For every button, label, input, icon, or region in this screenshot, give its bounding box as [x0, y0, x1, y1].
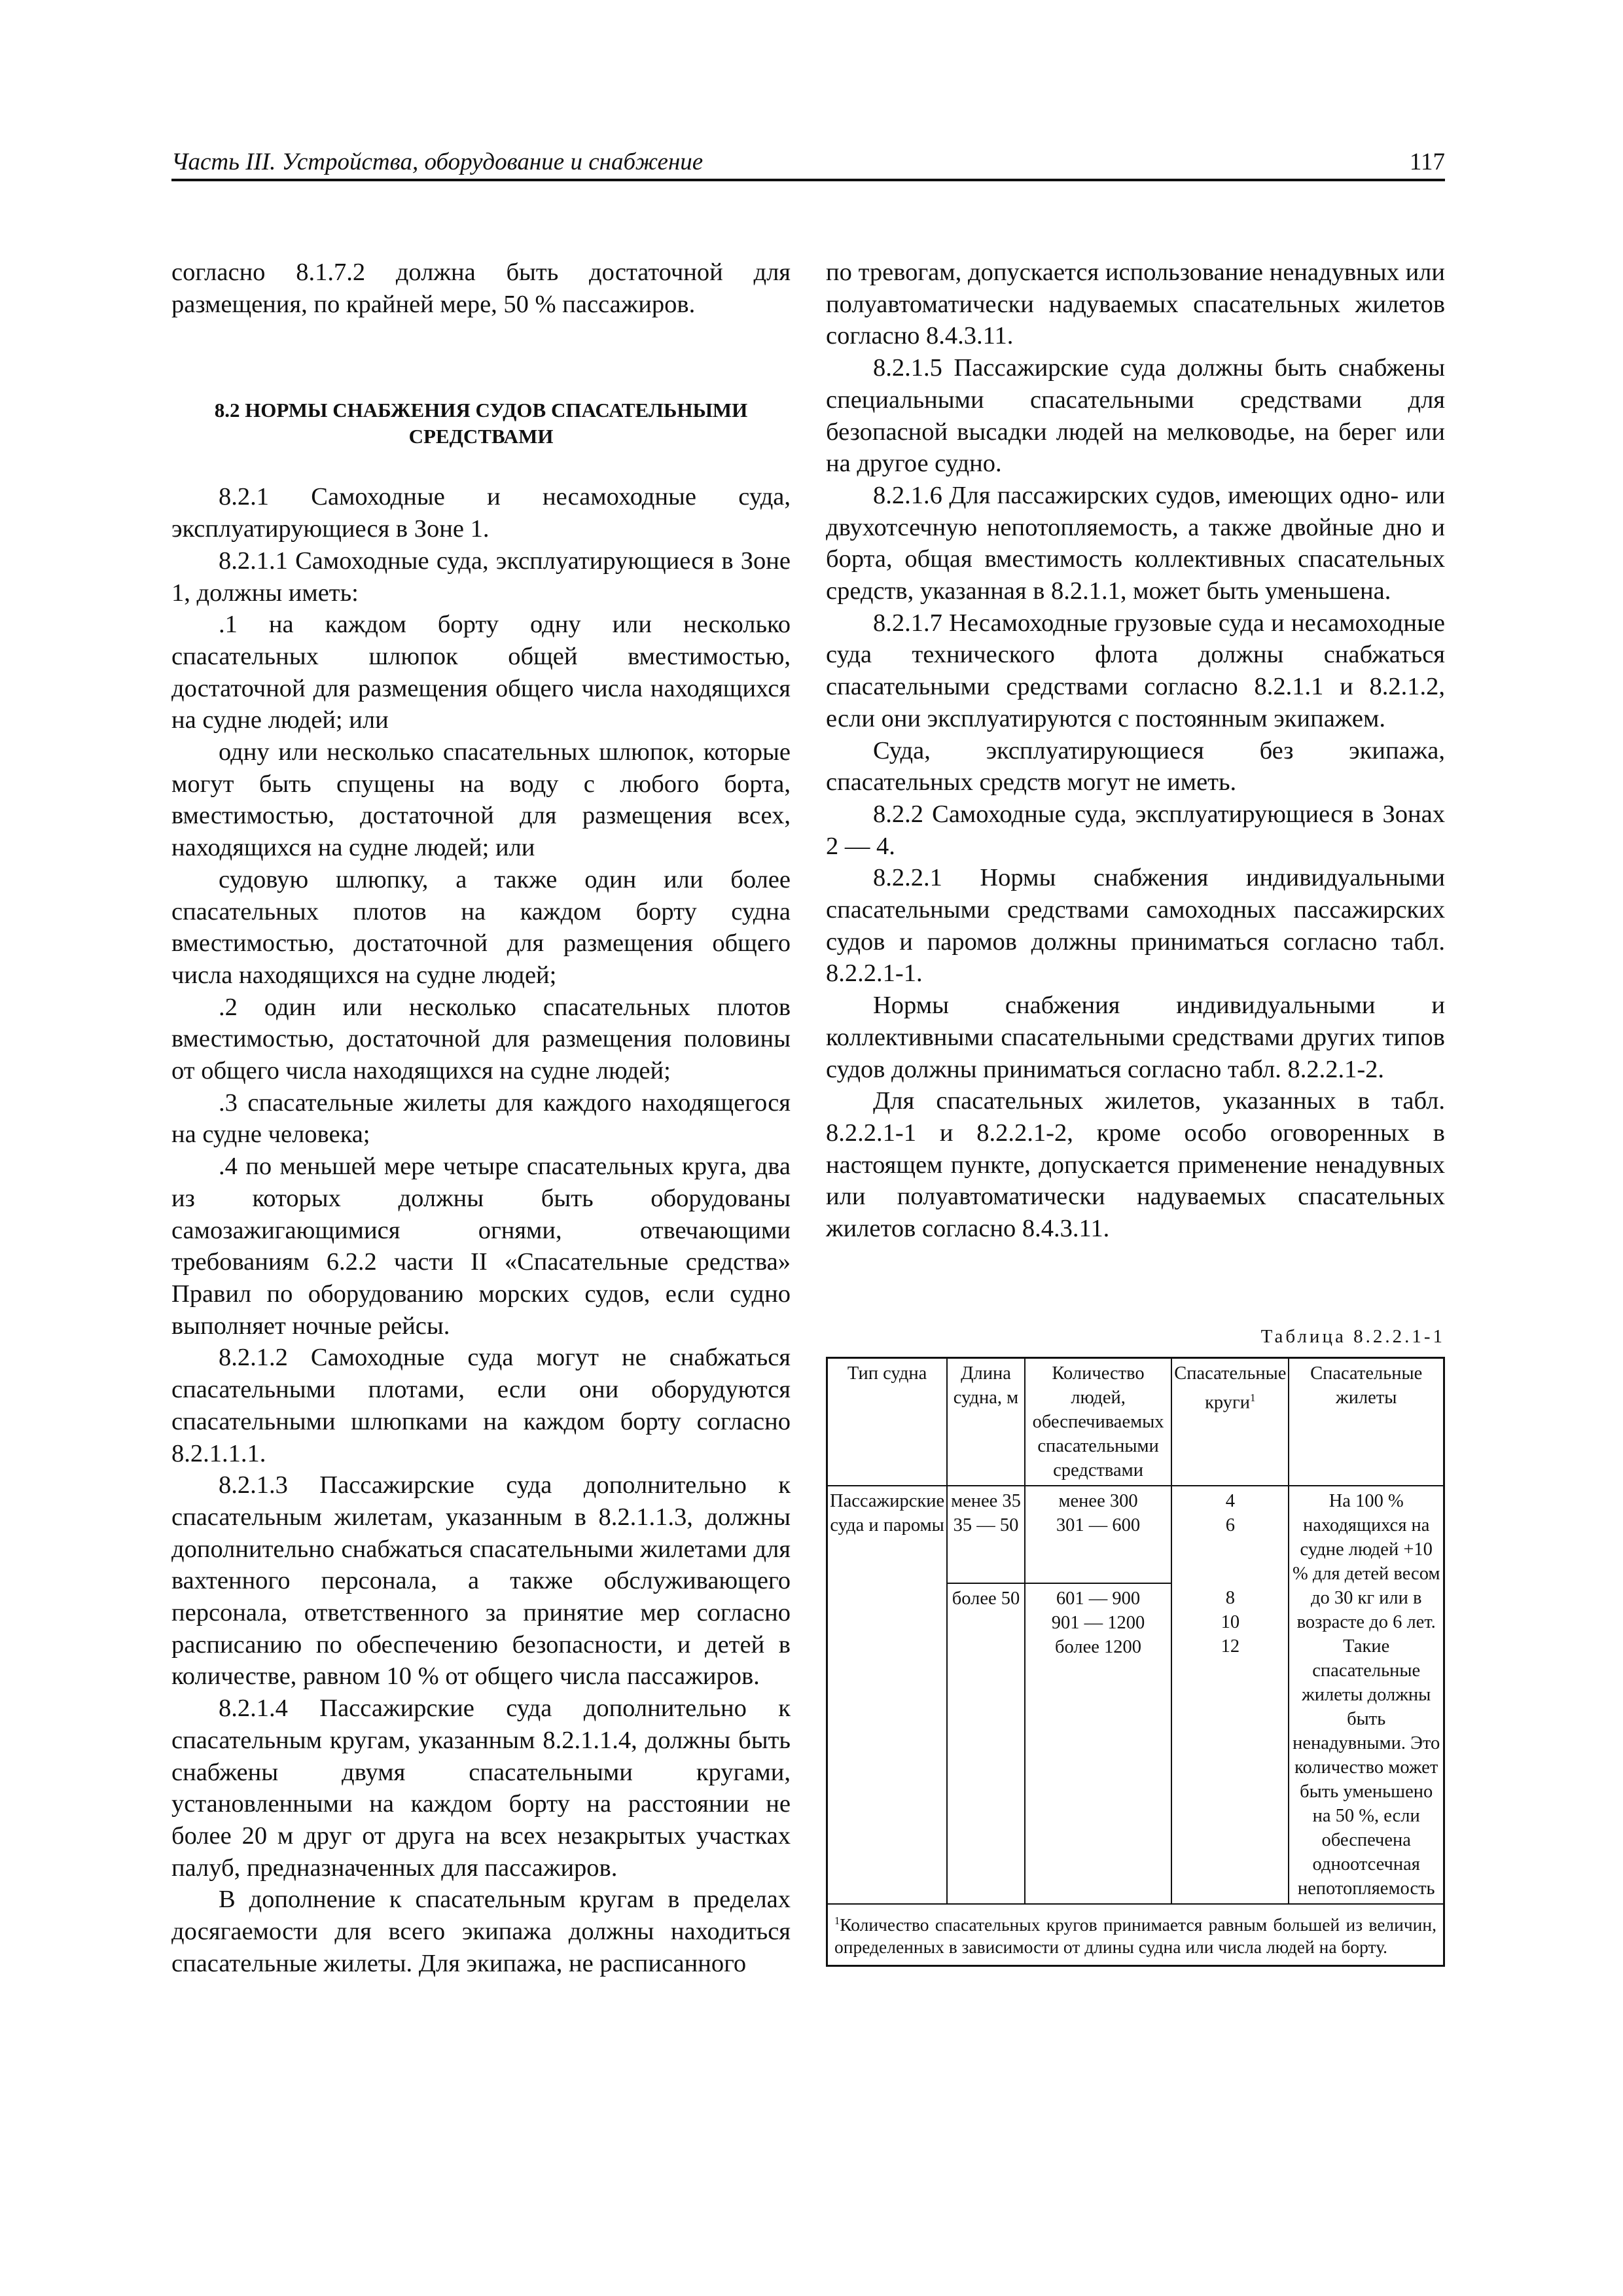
paragraph: В дополнение к спасательным кругам в пределах досягаемости для всего экипажа должны находиться спасательные жилеты. Для экипажа, не расписанного [171, 1886, 791, 1977]
header-life-rings [1171, 1358, 1289, 1486]
paragraph: Суда, эксплуатирующиеся без экипажа, спасательных средств могут не иметь. [826, 736, 1445, 797]
cell-vests: На 100 % находящихся на судне людей +10 % для детей весом до 30 кг или в возрасте до 6 лет. Такие спасательные жилеты должны быть ненадувными. Это количество может быть уменьшено на 50 %, если обеспечена одноотсечная непотопляемость [1289, 1486, 1444, 1904]
running-title: Часть III. Устройства, оборудование и снабжение [171, 149, 704, 175]
header-ship-length: Длина судна, м [947, 1358, 1025, 1486]
table-footnote [827, 1904, 1444, 1966]
header-ship-type: Тип судна [827, 1358, 948, 1486]
cell-length: более 50 [947, 1583, 1025, 1904]
paragraph: одну или несколько спасательных шлюпок, которые могут быть спущены на воду с любого борта, вместимостью, достаточной для размещения всех, находящихся на судне людей; или [171, 738, 791, 862]
header-people-count: Количество людей, обеспечиваемых спасательными средствами [1025, 1358, 1171, 1486]
paragraph: .2 один или несколько спасательных плотов вместимостью, достаточной для размещения половины от общего числа находящихся на судне людей; [171, 993, 791, 1085]
paragraph: 8.2.1.7 Несамоходные грузовые суда и несамоходные суда технического флота должны снабжаться спасательными средствами согласно 8.2.1.1 и 8.2.1.2, если они эксплуатируются с постоянным экипажем. [826, 609, 1445, 732]
paragraph: 8.2.1.1 Самоходные суда, эксплуатирующиеся в Зоне 1, должны иметь: [171, 547, 791, 607]
footnote-mark: 1 [834, 1914, 840, 1927]
page-number: 117 [1409, 149, 1445, 175]
footnote-text: Количество спасательных кругов принимается равным большей из величин, определенных в зависимости от длины судна или числа людей на борту. [834, 1914, 1436, 1958]
right-column [826, 257, 1445, 1245]
cell-ship-type: Пассажирские суда и паромы [827, 1486, 948, 1904]
paragraph: 8.2.2.1 Нормы снабжения индивидуальными спасательными средствами самоходных пассажирских судов и паромов должны приниматься согласно табл. 8.2.2.1-1. [826, 864, 1445, 988]
paragraph: Для спасательных жилетов, указанных в табл. 8.2.2.1-1 и 8.2.2.1-2, кроме особо оговоренных в настоящем пункте, допускается применение ненадувных или полуавтоматически надуваемых спасательных жилетов согласно 8.4.3.11. [826, 1087, 1445, 1243]
paragraph: 8.2.2 Самоходные суда, эксплуатирующиеся в Зонах 2 — 4. [826, 800, 1445, 860]
cell-rings: 8 10 12 [1171, 1583, 1289, 1904]
cell-people: менее 300 301 — 600 [1025, 1486, 1171, 1583]
left-column [171, 257, 791, 1979]
paragraph: 8.2.1.3 Пассажирские суда дополнительно к спасательным жилетам, указанным в 8.2.1.1.3, должны дополнительно снабжаться спасательными жилетами для вахтенного персонала, а также обслуживающего персонала, ответственного за принятие мер согласно расписанию по обеспечению безопасности, и детей в количестве, равном 10 % от общего числа пассажиров. [171, 1471, 791, 1691]
paragraph: .3 спасательные жилеты для каждого находящегося на судне человека; [171, 1088, 791, 1149]
table-caption: Таблица 8.2.2.1-1 [1260, 1326, 1445, 1347]
paragraph: 8.2.1.2 Самоходные суда могут не снабжаться спасательными плотами, если они оборудуются спасательными шлюпками на каждом борту согласно 8.2.1.1.1. [171, 1344, 791, 1467]
cell-rings: 4 6 [1171, 1486, 1289, 1583]
paragraph: согласно 8.1.7.2 должна быть достаточной для размещения, по крайней мере, 50 % пассажиров. [171, 259, 791, 318]
paragraph: 8.2.1.6 Для пассажирских судов, имеющих одно- или двухотсечную непотопляемость, а также двойные дно и борта, общая вместимость коллективных спасательных средств, указанная в 8.2.1.1, может быть уменьшена. [826, 481, 1445, 605]
table-footnote-row [827, 1904, 1444, 1966]
paragraph: 8.2.1.5 Пассажирские суда должны быть снабжены специальными спасательными средствами для безопасной высадки людей на мелководье, на берег или на другое судно. [826, 354, 1445, 478]
cell-people: 601 — 900 901 — 1200 более 1200 [1025, 1583, 1171, 1904]
page-header [171, 147, 1445, 181]
paragraph: судовую шлюпку, а также один или более спасательных плотов на каждом борту судна вместимостью, достаточной для размещения общего числа находящихся на судне людей; [171, 865, 791, 989]
table-header-row [827, 1358, 1444, 1486]
header-life-vests: Спасательные жилеты [1289, 1358, 1444, 1486]
paragraph: 8.2.1.4 Пассажирские суда дополнительно к спасательным кругам, указанным 8.2.1.1.4, должны быть снабжены двумя спасательными кругами, установленными на каждом борту на расстоянии не более 20 м друг от друга на всех незакрытых участках палуб, предназначенных для пассажиров. [171, 1695, 791, 1882]
paragraph: по тревогам, допускается использование ненадувных или полуавтоматически надуваемых спасательных жилетов согласно 8.4.3.11. [826, 259, 1445, 350]
table-row [827, 1486, 1444, 1583]
header-life-rings-label: Спасательные круги [1174, 1363, 1287, 1413]
footnote-ref: 1 [1250, 1391, 1256, 1404]
cell-length: менее 35 35 — 50 [947, 1486, 1025, 1583]
paragraph: Нормы снабжения индивидуальными и коллективными спасательными средствами других типов судов должны приниматься согласно табл. 8.2.2.1-2. [826, 992, 1445, 1083]
section-title: 8.2 НОРМЫ СНАБЖЕНИЯ СУДОВ СПАСАТЕЛЬНЫМИ СРЕДСТВАМИ [214, 399, 748, 448]
paragraph: 8.2.1 Самоходные и несамоходные суда, эксплуатирующиеся в Зоне 1. [171, 483, 791, 543]
lifesaving-norms-table [826, 1357, 1445, 1967]
paragraph: .4 по меньшей мере четыре спасательных круга, два из которых должны быть оборудованы самозажигающимися огнями, отвечающими требованиям 6.2.2 части II «Спасательные средства» Правил по оборудованию морских судов, если судно выполняет ночные рейсы. [171, 1153, 791, 1340]
paragraph: .1 на каждом борту одну или несколько спасательных шлюпок общей вместимостью, достаточной для размещения общего числа находящихся на судне людей; или [171, 611, 791, 734]
